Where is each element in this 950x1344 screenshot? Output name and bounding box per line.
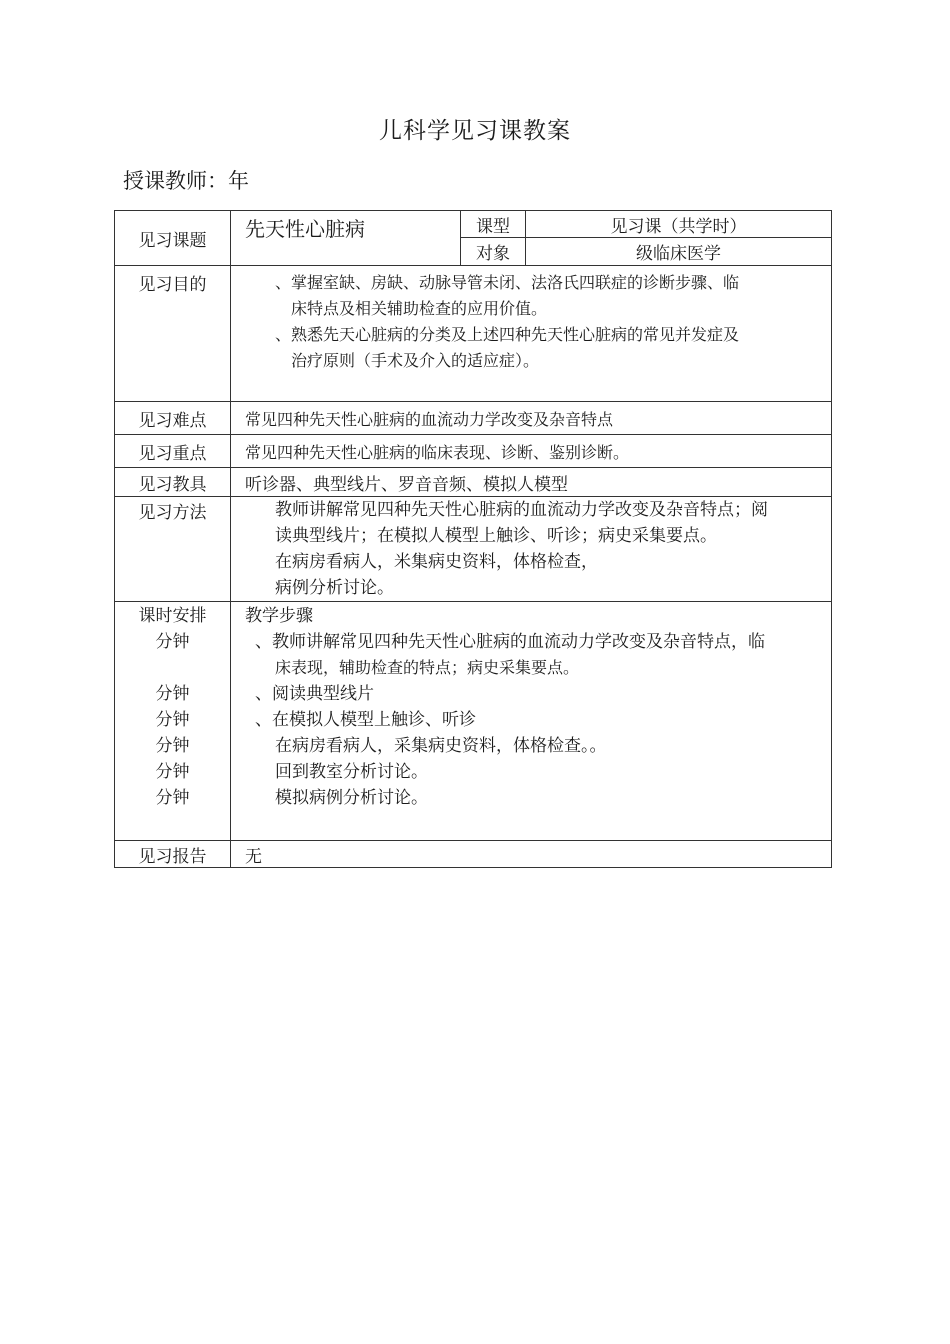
method-line: 教师讲解常见四种先天性心脏病的血流动力学改变及杂音特点；阅 [275,500,768,520]
schedule-content [231,602,832,841]
schedule-step: 床表现，辅助检查的特点；病史采集要点。 [275,658,580,677]
method-line: 病例分析讨论。 [275,578,394,598]
purpose-line: 、熟悉先天心脏病的分类及上述四种先天性心脏病的常见并发症及 [275,325,740,344]
topic-row [115,211,832,238]
schedule-minutes: 分钟 [155,788,190,808]
topic-value [231,211,461,266]
topic-label: 见习课题 [115,211,231,266]
teacher-line: 授课教师：年 [123,169,249,193]
method-row [115,497,832,602]
report-value: 无 [245,846,262,867]
topic-text: 先天性心脏病 [245,217,365,241]
purpose-label: 见习目的 [115,266,231,402]
schedule-minutes [115,655,230,681]
schedule-step: 、教师讲解常见四种先天性心脏病的血流动力学改变及杂音特点，临 [255,632,765,652]
difficulty-row [115,402,832,435]
schedule-step: 在病房看病人，采集病史资料，体格检查。。 [275,736,607,756]
type-value: 见习课（共学时） [526,211,832,238]
key-points-label: 见习重点 [115,435,231,468]
difficulty-label: 见习难点 [115,402,231,435]
type-label: 课型 [461,211,526,238]
purpose-line: 、掌握室缺、房缺、动脉导管未闭、法洛氏四联症的诊断步骤、临 [275,273,740,292]
tools-label: 见习教具 [115,468,231,497]
schedule-label: 课时安排 [138,606,207,626]
schedule-minutes: 分钟 [155,710,190,730]
schedule-step: 模拟病例分析讨论。 [275,788,428,808]
method-line: 读典型线片；在模拟人模型上触诊、听诊；病史采集要点。 [275,526,717,546]
target-label: 对象 [461,238,526,266]
method-label: 见习方法 [115,497,231,602]
schedule-minutes: 分钟 [155,762,190,782]
schedule-minutes: 分钟 [155,684,190,704]
schedule-step: 、在模拟人模型上触诊、听诊 [255,710,476,730]
difficulty-content [231,402,832,435]
schedule-step: 回到教室分析讨论。 [275,762,428,782]
schedule-heading: 教学步骤 [245,606,313,626]
target-value: 级临床医学 [526,238,832,266]
schedule-minutes: 分钟 [155,632,190,652]
schedule-step: 、阅读典型线片 [255,684,374,704]
key-points-row [115,435,832,468]
report-row [115,841,832,868]
purpose-line: 床特点及相关辅助检查的应用价值。 [291,299,548,318]
report-label: 见习报告 [115,841,231,868]
tools-content [231,468,832,497]
purpose-content [231,266,832,402]
lesson-plan-table [114,210,832,868]
schedule-row [115,602,832,841]
method-content [231,497,832,602]
purpose-row [115,266,832,402]
tools-value: 听诊器、典型线片、罗音音频、模拟人模型 [245,474,568,495]
key-points-content [231,435,832,468]
key-points-value: 常见四种先天性心脏病的临床表现、诊断、鉴别诊断。 [245,442,630,462]
difficulty-value: 常见四种先天性心脏病的血流动力学改变及杂音特点 [245,409,614,429]
purpose-line: 治疗原则（手术及介入的适应症）。 [291,351,540,370]
schedule-minutes: 分钟 [155,736,190,756]
report-content [231,841,832,868]
document-title: 儿科学见习课教案 [379,118,571,144]
schedule-label-cell [115,602,231,841]
tools-row [115,468,832,497]
method-line: 在病房看病人，米集病史资料，体格检查， [275,552,598,572]
